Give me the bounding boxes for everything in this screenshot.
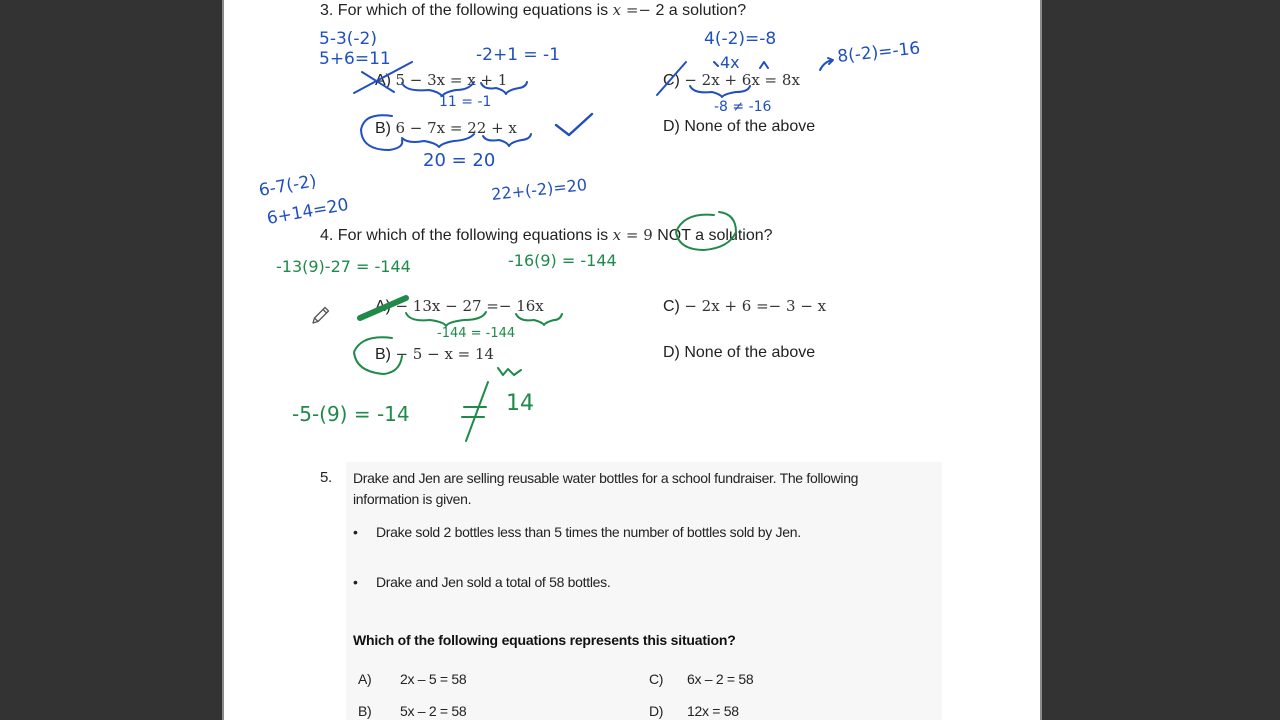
q4-option-a[interactable]: A) − 13x − 27 =− 16x <box>375 297 544 315</box>
q3-option-c[interactable]: C) − 2x + 6x = 8x <box>663 71 800 89</box>
q5-option-c[interactable]: C) 6x – 2 = 58 <box>649 671 754 687</box>
ink-q4-b-rhs: 14 <box>506 391 534 416</box>
ink-q3-b-result: 20 = 20 <box>423 150 496 171</box>
ink-q3-a-work-1: 5-3(-2) <box>319 29 377 49</box>
q4-option-d[interactable]: D) None of the above <box>663 344 816 361</box>
ink-q3-a-rhs-work: -2+1 = -1 <box>476 45 561 65</box>
ink-q3-c-combine: 4x <box>720 53 740 72</box>
q5-question: Which of the following equations represents this situation? <box>353 632 736 648</box>
ink-q3-c-work-1: 4(-2)=-8 <box>704 29 777 49</box>
ink-q4-b-work: -5-(9) = -14 <box>292 402 410 426</box>
ink-q3-b-work-1: 6-7(-2) <box>257 171 318 201</box>
q4-option-c[interactable]: C) − 2x + 6 =− 3 − x <box>663 297 827 315</box>
q3-prompt: 3. For which of the following equations is x =− 2 a solution? <box>320 1 747 19</box>
q5-bullet-1: • Drake sold 2 bottles less than 5 times the number of bottles sold by Jen. <box>353 524 801 540</box>
q4-option-b[interactable]: B) − 5 − x = 14 <box>375 345 495 363</box>
q5-number: 5. <box>320 469 332 486</box>
pencil-icon[interactable] <box>310 304 332 326</box>
ink-q4-a-work-lhs: -13(9)-27 = -144 <box>276 257 411 276</box>
ink-q3-b-rhs-work: 22+(-2)=20 <box>490 175 588 204</box>
document-page <box>224 0 1040 720</box>
ink-q4-a-work-rhs: -16(9) = -144 <box>508 251 617 270</box>
q5-option-a[interactable]: A) 2x – 5 = 58 <box>358 671 467 687</box>
ink-q3-c-rhs-work: 8(-2)=-16 <box>836 38 922 67</box>
q5-option-b[interactable]: B) 5x – 2 = 58 <box>358 703 467 719</box>
q5-text-line1: Drake and Jen are selling reusable water bottles for a school fundraiser. The following <box>353 470 859 486</box>
q4-prompt: 4. For which of the following equations is x = 9 NOT a solution? <box>320 226 773 244</box>
ink-q3-a-result: 11 = -1 <box>439 94 492 110</box>
q3-option-a[interactable]: A) 5 − 3x = x + 1 <box>375 71 508 89</box>
ink-q3-a-work-2: 5+6=11 <box>319 49 391 69</box>
ink-q3-b-work-2: 6+14=20 <box>265 194 351 229</box>
q5-option-d[interactable]: D) 12x = 58 <box>649 703 739 719</box>
q5-text-line2: information is given. <box>353 491 472 507</box>
q3-option-b[interactable]: B) 6 − 7x = 22 + x <box>375 119 517 137</box>
ink-q4-a-result: -144 = -144 <box>437 326 516 341</box>
q3-option-d[interactable]: D) None of the above <box>663 118 816 135</box>
q5-bullet-2: • Drake and Jen sold a total of 58 bottles. <box>353 574 611 590</box>
ink-q3-c-result: -8 ≠ -16 <box>714 99 772 115</box>
